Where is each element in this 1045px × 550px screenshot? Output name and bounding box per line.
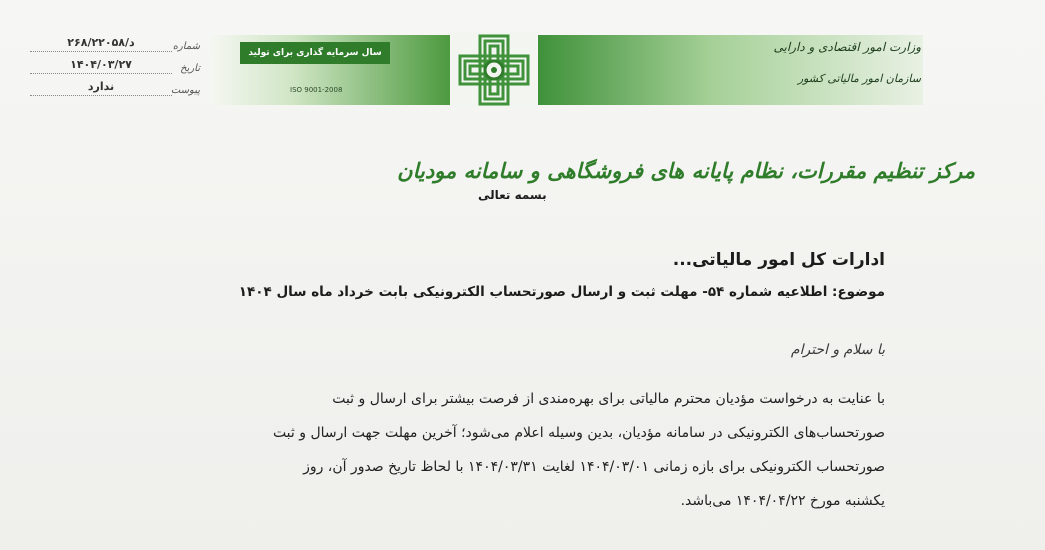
center-title: مرکز تنظیم مقررات، نظام پایانه های فروشگاهی و سامانه مودیان xyxy=(397,158,975,183)
body-line: یکشنبه مورخ ۱۴۰۴/۰۴/۲۲ می‌باشد. xyxy=(680,493,885,509)
date-label: تاریخ xyxy=(180,63,200,74)
letter-body xyxy=(125,382,885,518)
body-line: با عنایت به درخواست مؤدیان محترم مالیاتی برای بهره‌مندی از فرصت بیشتر برای ارسال و ثبت xyxy=(332,391,885,407)
date-row xyxy=(30,52,200,74)
number-value: ۲۶۸/۲۲۰۵۸/د xyxy=(30,36,172,52)
iso-certification: ISO 9001-2008 xyxy=(290,86,343,94)
ministry-name: وزارت امور اقتصادی و دارایی xyxy=(773,40,921,54)
attachment-label: پیوست xyxy=(170,85,200,96)
body-line: صورتحساب‌های الکترونیکی در سامانه مؤدیان، بدین وسیله اعلام می‌شود؛ آخرین مهلت جهت ارسال و ثبت xyxy=(272,425,885,441)
organization-name: سازمان امور مالیاتی کشور xyxy=(797,72,921,85)
number-label: شماره xyxy=(172,41,200,52)
tax-organization-emblem-icon xyxy=(452,32,536,108)
subject-line: موضوع: اطلاعیه شماره ۵۴- مهلت ثبت و ارسال صورتحساب الکترونیکی بابت خرداد ماه سال ۱۴۰۴ xyxy=(238,284,885,300)
letter-meta xyxy=(30,30,200,96)
salutation: با سلام و احترام xyxy=(790,342,885,358)
addressee: ادارات کل امور مالیاتی... xyxy=(672,250,885,270)
bismillah: بسمه تعالی xyxy=(478,188,547,202)
year-slogan: سال سرمایه گذاری برای تولید xyxy=(240,42,390,64)
attachment-value: ندارد xyxy=(30,80,172,96)
number-row xyxy=(30,30,200,52)
attachment-row xyxy=(30,74,200,96)
date-value: ۱۴۰۴/۰۳/۲۷ xyxy=(30,58,172,74)
body-line: صورتحساب الکترونیکی برای بازه زمانی ۱۴۰۴/۰۳/۰۱ لغایت ۱۴۰۴/۰۳/۳۱ با لحاظ تاریخ صدور آن، روز xyxy=(303,459,885,475)
